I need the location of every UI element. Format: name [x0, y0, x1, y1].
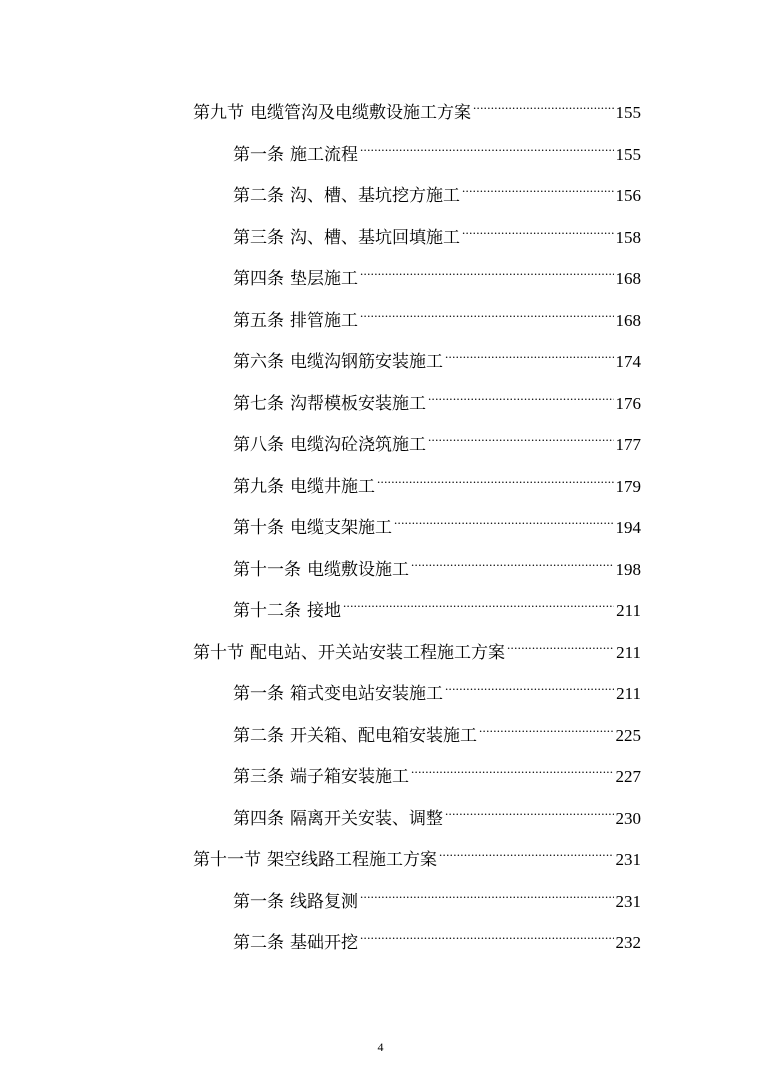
toc-entry-title: 施工流程 [290, 144, 358, 165]
toc-entry[interactable] [233, 794, 641, 829]
toc-entry-title: 排管施工 [290, 310, 358, 331]
toc-entry-page: 179 [615, 476, 641, 496]
toc-entry-title: 线路复测 [290, 891, 358, 912]
dot-leader [360, 296, 614, 326]
toc-entry[interactable] [233, 379, 641, 414]
toc-entry-number: 第四条 [233, 808, 284, 829]
toc-entry[interactable] [233, 462, 641, 497]
toc-entry[interactable] [233, 503, 641, 538]
toc-entry-number: 第七条 [233, 393, 284, 414]
toc-entry-page: 227 [615, 767, 641, 786]
toc-entry-page: 176 [615, 393, 641, 413]
toc-entry[interactable] [233, 877, 641, 912]
dot-leader [394, 503, 614, 533]
toc-entry[interactable] [233, 918, 641, 953]
toc-entry-page: 230 [615, 808, 641, 828]
dot-leader [377, 462, 614, 492]
toc-entry-page: 156 [615, 186, 641, 205]
toc-entry-title: 沟、槽、基坑回填施工 [290, 227, 460, 248]
dot-leader [473, 88, 614, 118]
toc-entry-title: 开关箱、配电箱安装施工 [290, 725, 477, 746]
toc-entry-number: 第四条 [233, 269, 284, 289]
toc-entry-title: 隔离开关安装、调整 [290, 808, 443, 829]
toc-entry-number: 第九节 [193, 103, 244, 123]
toc-entry-page: 177 [615, 435, 641, 454]
toc-entry-number: 第六条 [233, 352, 284, 372]
toc-entry-number: 第十二条 [233, 601, 301, 621]
toc-entry-number: 第二条 [233, 933, 284, 953]
toc-entry-page: 231 [615, 891, 641, 911]
toc-entry-page: 168 [615, 269, 641, 288]
toc-entry-page: 158 [615, 227, 641, 247]
toc-entry-number: 第八条 [233, 435, 284, 455]
toc-entry-title: 沟、槽、基坑挖方施工 [290, 186, 460, 206]
toc-entry[interactable] [193, 628, 641, 663]
toc-entry-title: 垫层施工 [290, 269, 358, 289]
toc-entry-title: 电缆井施工 [290, 476, 375, 497]
toc-entry-page: 232 [615, 933, 641, 952]
toc-entry-number: 第二条 [233, 186, 284, 206]
toc-entry-page: 168 [615, 310, 641, 330]
toc-entry-number: 第九条 [233, 476, 284, 497]
toc-entry[interactable] [233, 337, 641, 372]
dot-leader [462, 171, 614, 201]
toc-entry-title: 基础开挖 [290, 933, 358, 953]
toc-entry-number: 第十一节 [193, 850, 261, 870]
dot-leader [445, 794, 614, 824]
toc-entry-page: 211 [616, 601, 641, 620]
toc-entry-title: 架空线路工程施工方案 [267, 850, 437, 870]
dot-leader [411, 752, 614, 782]
dot-leader [428, 379, 614, 409]
toc-entry-number: 第十节 [193, 642, 244, 663]
page-number: 4 [377, 1040, 384, 1054]
toc-entry[interactable] [233, 586, 641, 621]
toc-entry[interactable] [233, 171, 641, 206]
toc-entry-title: 电缆管沟及电缆敷设施工方案 [250, 103, 471, 123]
toc-entry-title: 箱式变电站安装施工 [290, 684, 443, 704]
toc-entry-page: 198 [615, 559, 641, 579]
toc-entry-number: 第一条 [233, 144, 284, 165]
toc-entry[interactable] [233, 711, 641, 746]
dot-leader [360, 254, 614, 284]
toc-entry-number: 第一条 [233, 684, 284, 704]
toc-entry-page: 211 [616, 684, 641, 703]
dot-leader [507, 628, 614, 658]
toc-entry-number: 第三条 [233, 767, 284, 787]
toc-entry[interactable] [233, 296, 641, 331]
toc-entry-page: 231 [615, 850, 641, 869]
toc-entry-title: 电缆沟钢筋安装施工 [290, 352, 443, 372]
dot-leader [343, 586, 614, 616]
toc-entry-number: 第十条 [233, 518, 284, 538]
toc-entry-title: 电缆沟砼浇筑施工 [290, 435, 426, 455]
toc-entry[interactable] [233, 752, 641, 787]
dot-leader [439, 835, 614, 865]
dot-leader [360, 130, 614, 160]
dot-leader [479, 711, 614, 741]
toc-entry-page: 225 [615, 725, 641, 745]
toc-entry-page: 174 [615, 352, 641, 371]
toc-entry-page: 155 [615, 144, 641, 164]
toc-entry-title: 配电站、开关站安装工程施工方案 [250, 642, 505, 663]
toc-entry-title: 电缆敷设施工 [307, 559, 409, 580]
dot-leader [360, 877, 614, 907]
toc-entry-title: 端子箱安装施工 [290, 767, 409, 787]
toc-entry-number: 第三条 [233, 227, 284, 248]
toc-entry-number: 第十一条 [233, 559, 301, 580]
toc-entry-number: 第一条 [233, 891, 284, 912]
dot-leader [428, 420, 614, 450]
dot-leader [445, 669, 614, 699]
dot-leader [360, 918, 614, 948]
toc-entry[interactable] [233, 130, 641, 165]
toc-entry[interactable] [193, 88, 641, 123]
dot-leader [445, 337, 614, 367]
toc-entry-page: 155 [615, 103, 641, 122]
toc-entry[interactable] [233, 420, 641, 455]
toc-entry[interactable] [193, 835, 641, 870]
dot-leader [411, 545, 614, 575]
toc-entry-title: 电缆支架施工 [290, 518, 392, 538]
toc-entry-page: 194 [615, 518, 641, 537]
dot-leader [462, 213, 614, 243]
toc-entry[interactable] [233, 213, 641, 248]
toc-entry-number: 第五条 [233, 310, 284, 331]
toc-entry-page: 211 [616, 642, 641, 662]
toc-entry[interactable] [233, 545, 641, 580]
toc-entry[interactable] [233, 254, 641, 289]
toc-entry-title: 接地 [307, 601, 341, 621]
toc-entry-title: 沟帮模板安装施工 [290, 393, 426, 414]
toc-entry[interactable] [233, 669, 641, 704]
toc-entry-number: 第二条 [233, 725, 284, 746]
